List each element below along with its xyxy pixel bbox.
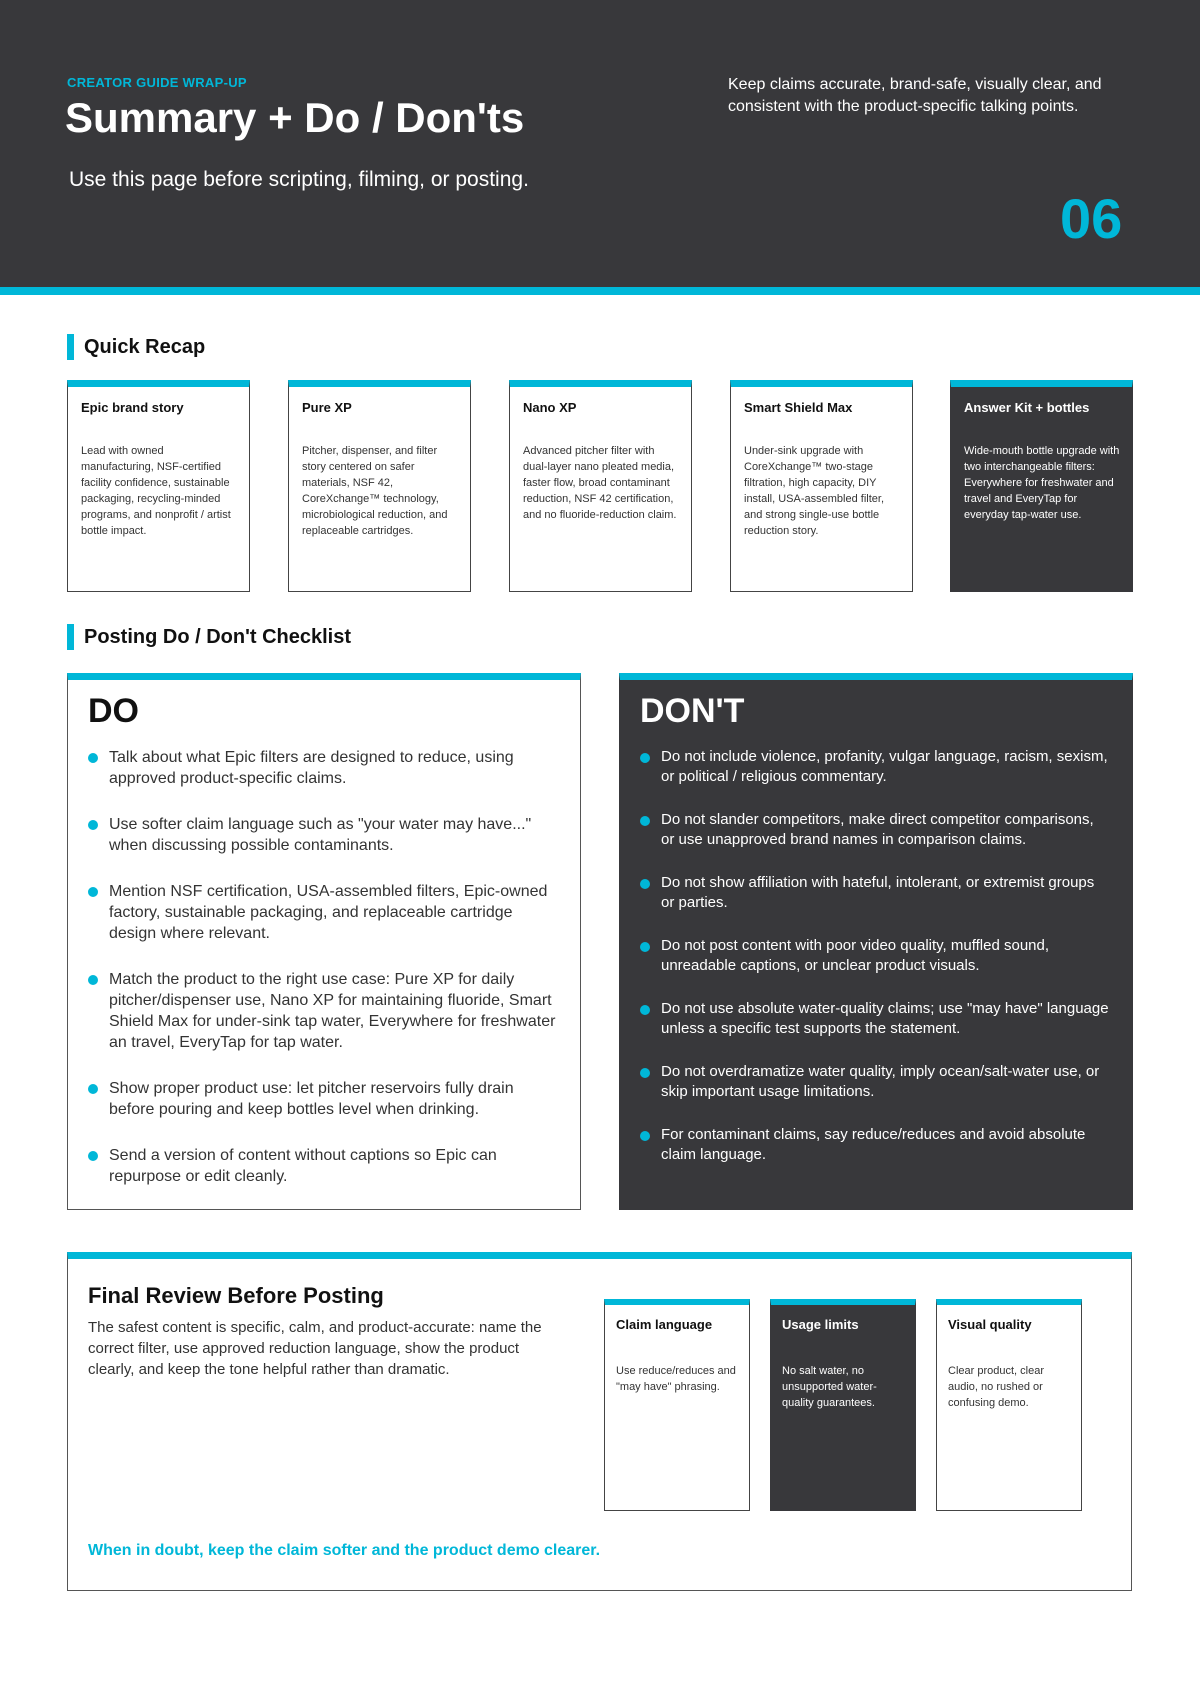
review-card-claim-language xyxy=(604,1299,750,1511)
bullet-dot-icon xyxy=(640,753,650,763)
bullet-dot-icon xyxy=(88,820,98,830)
recap-card-text: Under-sink upgrade with CoreXchange™ two-stage filtration, high capacity, DIY install, USA-assembled filter, and strong single-use bottle reduction story. xyxy=(744,445,884,537)
do-list xyxy=(88,747,558,1212)
list-item xyxy=(88,1078,558,1120)
review-card-title: Visual quality xyxy=(948,1317,1032,1332)
list-item xyxy=(88,1145,558,1187)
recap-card-title: Pure XP xyxy=(302,400,352,415)
list-item-text: Do not slander competitors, make direct competitor comparisons, or use unapproved brand names in comparison claims. xyxy=(661,811,1094,848)
list-item-text: For contaminant claims, say reduce/reduces and avoid absolute claim language. xyxy=(661,1126,1086,1163)
recap-card-answer-kit xyxy=(950,380,1133,592)
recap-card-text: Lead with owned manufacturing, NSF-certified facility confidence, sustainable packaging, recycling-minded programs, and nonprofit / artist bottle impact. xyxy=(81,445,231,537)
list-item-text: Do not use absolute water-quality claims; use "may have" language unless a specific test supports the statement. xyxy=(661,1000,1109,1037)
list-item-text: Match the product to the right use case: Pure XP for daily pitcher/dispenser use, Nano XP for maintaining fluoride, Smart Shield Max for under-sink tap water, Everywhere for freshwater an travel, EveryTap for tap water. xyxy=(109,971,556,1051)
recap-card-text: Wide-mouth bottle upgrade with two interchangeable filters: Everywhere for freshwater and travel and EveryTap for everyday tap-water use. xyxy=(964,445,1120,521)
do-heading: DO xyxy=(88,692,139,730)
header-note: Keep claims accurate, brand-safe, visually clear, and consistent with the product-specific talking points. xyxy=(728,76,1102,115)
bullet-dot-icon xyxy=(640,879,650,889)
header-accent-rule xyxy=(0,287,1200,295)
list-item xyxy=(88,747,558,789)
final-review-title: Final Review Before Posting xyxy=(88,1283,384,1308)
review-card-title: Claim language xyxy=(616,1317,713,1332)
bullet-dot-icon xyxy=(640,1005,650,1015)
bullet-dot-icon xyxy=(88,1151,98,1161)
review-card-text: Use reduce/reduces and "may have" phrasing. xyxy=(616,1365,736,1393)
do-panel xyxy=(67,673,581,1210)
dont-heading: DON'T xyxy=(640,692,745,730)
review-card-text: Clear product, clear audio, no rushed or confusing demo. xyxy=(948,1365,1044,1409)
list-item-text: Send a version of content without captions so Epic can repurpose or edit cleanly. xyxy=(109,1147,497,1185)
bullet-dot-icon xyxy=(640,1131,650,1141)
page-title: Summary + Do / Don'ts xyxy=(65,94,525,141)
list-item-text: Show proper product use: let pitcher reservoirs fully drain before pouring and keep bottles level when drinking. xyxy=(109,1080,514,1118)
review-card-usage-limits xyxy=(770,1299,916,1511)
bullet-dot-icon xyxy=(88,887,98,897)
list-item-text: Talk about what Epic filters are designed to reduce, using approved product-specific claims. xyxy=(109,749,514,787)
bullet-dot-icon xyxy=(88,1084,98,1094)
recap-card-smart-shield-max xyxy=(730,380,913,592)
recap-card-title: Smart Shield Max xyxy=(744,400,853,415)
list-item xyxy=(640,936,1110,975)
bullet-dot-icon xyxy=(640,942,650,952)
page-number: 06 xyxy=(1060,187,1123,250)
list-item-text: Do not include violence, profanity, vulgar language, racism, sexism, or political / religious commentary. xyxy=(661,748,1108,785)
list-item xyxy=(640,873,1110,912)
review-card-title: Usage limits xyxy=(782,1317,859,1332)
recap-card-title: Nano XP xyxy=(523,400,577,415)
header-eyebrow: CREATOR GUIDE WRAP-UP xyxy=(67,75,247,90)
list-item-text: Do not overdramatize water quality, imply ocean/salt-water use, or skip important usage limitations. xyxy=(661,1063,1100,1100)
final-callout: When in doubt, keep the claim softer and the product demo clearer. xyxy=(88,1542,601,1559)
recap-card-text: Advanced pitcher filter with dual-layer nano pleated media, faster flow, broad contaminant reduction, NSF 42 certification, and no fluoride-reduction claim. xyxy=(523,445,677,521)
recap-card-pure-xp xyxy=(288,380,471,592)
list-item xyxy=(640,810,1110,849)
section-title-checklist: Posting Do / Don't Checklist xyxy=(67,624,351,650)
review-card-visual-quality xyxy=(936,1299,1082,1511)
list-item xyxy=(640,747,1110,786)
page-header xyxy=(0,0,1200,287)
recap-card-text: Pitcher, dispenser, and filter story centered on safer materials, NSF 42, CoreXchange™ technology, microbiological reduction, and replaceable cartridges. xyxy=(302,445,448,537)
recap-card-nano-xp xyxy=(509,380,692,592)
dont-panel xyxy=(619,673,1133,1210)
page-subtitle: Use this page before scripting, filming, or posting. xyxy=(69,168,529,191)
list-item xyxy=(88,969,558,1053)
final-review-panel xyxy=(67,1252,1132,1591)
bullet-dot-icon xyxy=(640,1068,650,1078)
list-item-text: Mention NSF certification, USA-assembled filters, Epic-owned factory, sustainable packaging, and replaceable cartridge design where relevant. xyxy=(109,883,548,942)
recap-card-title: Answer Kit + bottles xyxy=(964,400,1090,415)
dont-list xyxy=(640,747,1110,1188)
bullet-dot-icon xyxy=(640,816,650,826)
list-item xyxy=(88,881,558,944)
list-item-text: Do not post content with poor video quality, muffled sound, unreadable captions, or unclear product visuals. xyxy=(661,937,1050,974)
section-title-quick-recap: Quick Recap xyxy=(67,334,205,360)
list-item xyxy=(88,814,558,856)
list-item-text: Use softer claim language such as "your water may have..." when discussing possible contaminants. xyxy=(109,816,532,854)
review-card-text: No salt water, no unsupported water-quality guarantees. xyxy=(782,1365,877,1409)
list-item xyxy=(640,1062,1110,1101)
list-item-text: Do not show affiliation with hateful, intolerant, or extremist groups or parties. xyxy=(661,874,1095,911)
list-item xyxy=(640,999,1110,1038)
final-review-text: The safest content is specific, calm, and product-accurate: name the correct filter, use approved reduction language, show the product clearly, and keep the tone helpful rather than dramatic. xyxy=(88,1319,542,1378)
bullet-dot-icon xyxy=(88,975,98,985)
recap-card-title: Epic brand story xyxy=(81,400,184,415)
recap-card-brand-story xyxy=(67,380,250,592)
list-item xyxy=(640,1125,1110,1164)
bullet-dot-icon xyxy=(88,753,98,763)
